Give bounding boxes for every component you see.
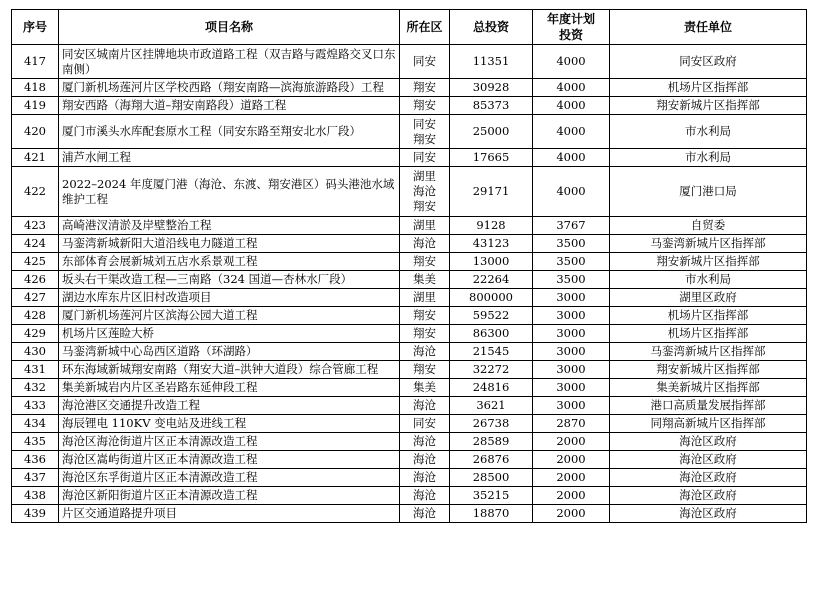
cell-project-name: 2022–2024 年度厦门港（海沧、东渡、翔安港区）码头港池水域维护工程: [59, 167, 400, 217]
cell-total-investment: 17665: [450, 149, 533, 167]
cell-responsible-unit: 厦门港口局: [610, 167, 807, 217]
cell-annual-investment: 4000: [533, 45, 610, 79]
table-row: [12, 115, 807, 149]
cell-responsible-unit: 海沧区政府: [610, 505, 807, 523]
cell-total-investment: 25000: [450, 115, 533, 149]
cell-project-name: 马銮湾新城新阳大道沿线电力隧道工程: [59, 235, 400, 253]
cell-district: 海沧: [400, 343, 450, 361]
cell-responsible-unit: 集美新城片区指挥部: [610, 379, 807, 397]
cell-annual-investment: 2000: [533, 433, 610, 451]
cell-project-name: 集美新城岩内片区圣岩路东延伸段工程: [59, 379, 400, 397]
table-row: [12, 149, 807, 167]
cell-project-name: 马銮湾新城中心岛西区道路（环湖路）: [59, 343, 400, 361]
cell-responsible-unit: 海沧区政府: [610, 433, 807, 451]
cell-project-name: 翔安西路（海翔大道–翔安南路段）道路工程: [59, 97, 400, 115]
table-row: [12, 325, 807, 343]
cell-no: 427: [12, 289, 59, 307]
table-header-row: [12, 10, 807, 45]
cell-district: 翔安: [400, 307, 450, 325]
cell-total-investment: 11351: [450, 45, 533, 79]
cell-district: 海沧: [400, 487, 450, 505]
cell-total-investment: 3621: [450, 397, 533, 415]
cell-district: 翔安: [400, 325, 450, 343]
table-row: [12, 271, 807, 289]
cell-responsible-unit: 湖里区政府: [610, 289, 807, 307]
cell-annual-investment: 2870: [533, 415, 610, 433]
cell-district: 翔安: [400, 97, 450, 115]
cell-district: 海沧: [400, 235, 450, 253]
cell-district: 海沧: [400, 451, 450, 469]
cell-no: 424: [12, 235, 59, 253]
cell-project-name: 厦门新机场莲河片区滨海公园大道工程: [59, 307, 400, 325]
cell-total-investment: 26738: [450, 415, 533, 433]
table-row: [12, 505, 807, 523]
cell-district: 湖里: [400, 217, 450, 235]
table-row: [12, 487, 807, 505]
cell-annual-investment: 3500: [533, 253, 610, 271]
cell-no: 436: [12, 451, 59, 469]
cell-project-name: 机场片区莲睑大桥: [59, 325, 400, 343]
cell-total-investment: 28500: [450, 469, 533, 487]
table-row: [12, 469, 807, 487]
cell-district: 海沧: [400, 469, 450, 487]
cell-responsible-unit: 自贸委: [610, 217, 807, 235]
cell-total-investment: 28589: [450, 433, 533, 451]
cell-annual-investment: 3500: [533, 235, 610, 253]
cell-no: 419: [12, 97, 59, 115]
cell-project-name: 同安区城南片区挂牌地块市政道路工程（双吉路与霞煌路交叉口东南侧）: [59, 45, 400, 79]
cell-total-investment: 800000: [450, 289, 533, 307]
cell-annual-investment: 4000: [533, 149, 610, 167]
cell-total-investment: 9128: [450, 217, 533, 235]
cell-responsible-unit: 市水利局: [610, 149, 807, 167]
header-annual: 年度计划 投资: [533, 10, 610, 45]
cell-total-investment: 32272: [450, 361, 533, 379]
cell-project-name: 环东海域新城翔安南路（翔安大道–洪钟大道段）综合管廊工程: [59, 361, 400, 379]
cell-responsible-unit: 翔安新城片区指挥部: [610, 361, 807, 379]
table-row: [12, 253, 807, 271]
table-row: [12, 97, 807, 115]
cell-responsible-unit: 市水利局: [610, 271, 807, 289]
table-row: [12, 307, 807, 325]
cell-responsible-unit: 马銮湾新城片区指挥部: [610, 343, 807, 361]
table-row: [12, 45, 807, 79]
cell-no: 439: [12, 505, 59, 523]
cell-annual-investment: 4000: [533, 97, 610, 115]
table-row: [12, 217, 807, 235]
cell-no: 429: [12, 325, 59, 343]
cell-project-name: 海沧港区交通提升改造工程: [59, 397, 400, 415]
cell-district: 同安 翔安: [400, 115, 450, 149]
cell-no: 423: [12, 217, 59, 235]
header-district: 所在区: [400, 10, 450, 45]
cell-project-name: 片区交通道路提升项目: [59, 505, 400, 523]
cell-no: 437: [12, 469, 59, 487]
cell-annual-investment: 2000: [533, 487, 610, 505]
cell-project-name: 海辰锂电 110KV 变电站及进线工程: [59, 415, 400, 433]
cell-district: 同安: [400, 149, 450, 167]
cell-project-name: 湖边水库东片区旧村改造项目: [59, 289, 400, 307]
cell-no: 428: [12, 307, 59, 325]
cell-total-investment: 43123: [450, 235, 533, 253]
header-total: 总投资: [450, 10, 533, 45]
cell-total-investment: 26876: [450, 451, 533, 469]
cell-no: 421: [12, 149, 59, 167]
cell-annual-investment: 3000: [533, 307, 610, 325]
cell-project-name: 海沧区嵩屿街道片区正本清源改造工程: [59, 451, 400, 469]
cell-district: 海沧: [400, 397, 450, 415]
cell-responsible-unit: 机场片区指挥部: [610, 79, 807, 97]
cell-annual-investment: 3000: [533, 379, 610, 397]
cell-total-investment: 18870: [450, 505, 533, 523]
table-row: [12, 167, 807, 217]
table-row: [12, 343, 807, 361]
cell-responsible-unit: 机场片区指挥部: [610, 325, 807, 343]
project-table: [11, 9, 807, 523]
table-row: [12, 361, 807, 379]
cell-project-name: 海沧区东孚街道片区正本清源改造工程: [59, 469, 400, 487]
cell-district: 翔安: [400, 253, 450, 271]
table-row: [12, 79, 807, 97]
table-row: [12, 235, 807, 253]
table-row: [12, 397, 807, 415]
cell-district: 同安: [400, 415, 450, 433]
cell-annual-investment: 3500: [533, 271, 610, 289]
cell-annual-investment: 4000: [533, 79, 610, 97]
cell-project-name: 厦门市溪头水库配套原水工程（同安东路至翔安北水厂段）: [59, 115, 400, 149]
table-row: [12, 451, 807, 469]
cell-responsible-unit: 港口高质量发展指挥部: [610, 397, 807, 415]
cell-no: 425: [12, 253, 59, 271]
cell-annual-investment: 3000: [533, 289, 610, 307]
cell-district: 翔安: [400, 361, 450, 379]
cell-responsible-unit: 马銮湾新城片区指挥部: [610, 235, 807, 253]
cell-project-name: 坂头右干渠改造工程—三南路（324 国道—杏林水厂段）: [59, 271, 400, 289]
cell-district: 翔安: [400, 79, 450, 97]
cell-total-investment: 13000: [450, 253, 533, 271]
cell-annual-investment: 3000: [533, 397, 610, 415]
cell-no: 432: [12, 379, 59, 397]
cell-total-investment: 85373: [450, 97, 533, 115]
header-unit: 责任单位: [610, 10, 807, 45]
cell-district: 湖里: [400, 289, 450, 307]
table-row: [12, 415, 807, 433]
cell-project-name: 海沧区新阳街道片区正本清源改造工程: [59, 487, 400, 505]
cell-district: 海沧: [400, 433, 450, 451]
cell-no: 430: [12, 343, 59, 361]
cell-responsible-unit: 同翔高新城片区指挥部: [610, 415, 807, 433]
cell-no: 420: [12, 115, 59, 149]
cell-total-investment: 29171: [450, 167, 533, 217]
cell-annual-investment: 3767: [533, 217, 610, 235]
cell-total-investment: 86300: [450, 325, 533, 343]
cell-project-name: 东部体育会展新城刘五店水系景观工程: [59, 253, 400, 271]
cell-no: 418: [12, 79, 59, 97]
header-name: 项目名称: [59, 10, 400, 45]
cell-annual-investment: 2000: [533, 451, 610, 469]
cell-responsible-unit: 同安区政府: [610, 45, 807, 79]
cell-project-name: 浦芦水闸工程: [59, 149, 400, 167]
cell-no: 438: [12, 487, 59, 505]
header-no: 序号: [12, 10, 59, 45]
cell-responsible-unit: 海沧区政府: [610, 469, 807, 487]
cell-total-investment: 21545: [450, 343, 533, 361]
cell-no: 435: [12, 433, 59, 451]
cell-total-investment: 30928: [450, 79, 533, 97]
cell-project-name: 厦门新机场莲河片区学校西路（翔安南路—滨海旅游路段）工程: [59, 79, 400, 97]
cell-project-name: 高崎港汊清淤及岸壁整治工程: [59, 217, 400, 235]
cell-responsible-unit: 海沧区政府: [610, 451, 807, 469]
cell-responsible-unit: 海沧区政府: [610, 487, 807, 505]
cell-annual-investment: 2000: [533, 469, 610, 487]
cell-no: 417: [12, 45, 59, 79]
table-row: [12, 379, 807, 397]
cell-annual-investment: 4000: [533, 115, 610, 149]
cell-annual-investment: 3000: [533, 325, 610, 343]
cell-annual-investment: 4000: [533, 167, 610, 217]
cell-annual-investment: 3000: [533, 343, 610, 361]
cell-total-investment: 35215: [450, 487, 533, 505]
cell-responsible-unit: 市水利局: [610, 115, 807, 149]
table-row: [12, 433, 807, 451]
cell-no: 433: [12, 397, 59, 415]
cell-responsible-unit: 翔安新城片区指挥部: [610, 97, 807, 115]
cell-district: 集美: [400, 379, 450, 397]
cell-total-investment: 22264: [450, 271, 533, 289]
cell-district: 集美: [400, 271, 450, 289]
cell-project-name: 海沧区海沧街道片区正本清源改造工程: [59, 433, 400, 451]
cell-no: 431: [12, 361, 59, 379]
cell-total-investment: 59522: [450, 307, 533, 325]
cell-no: 422: [12, 167, 59, 217]
cell-annual-investment: 3000: [533, 361, 610, 379]
cell-no: 434: [12, 415, 59, 433]
cell-district: 湖里 海沧 翔安: [400, 167, 450, 217]
cell-district: 海沧: [400, 505, 450, 523]
table-row: [12, 289, 807, 307]
cell-total-investment: 24816: [450, 379, 533, 397]
cell-no: 426: [12, 271, 59, 289]
cell-responsible-unit: 翔安新城片区指挥部: [610, 253, 807, 271]
cell-annual-investment: 2000: [533, 505, 610, 523]
cell-responsible-unit: 机场片区指挥部: [610, 307, 807, 325]
cell-district: 同安: [400, 45, 450, 79]
